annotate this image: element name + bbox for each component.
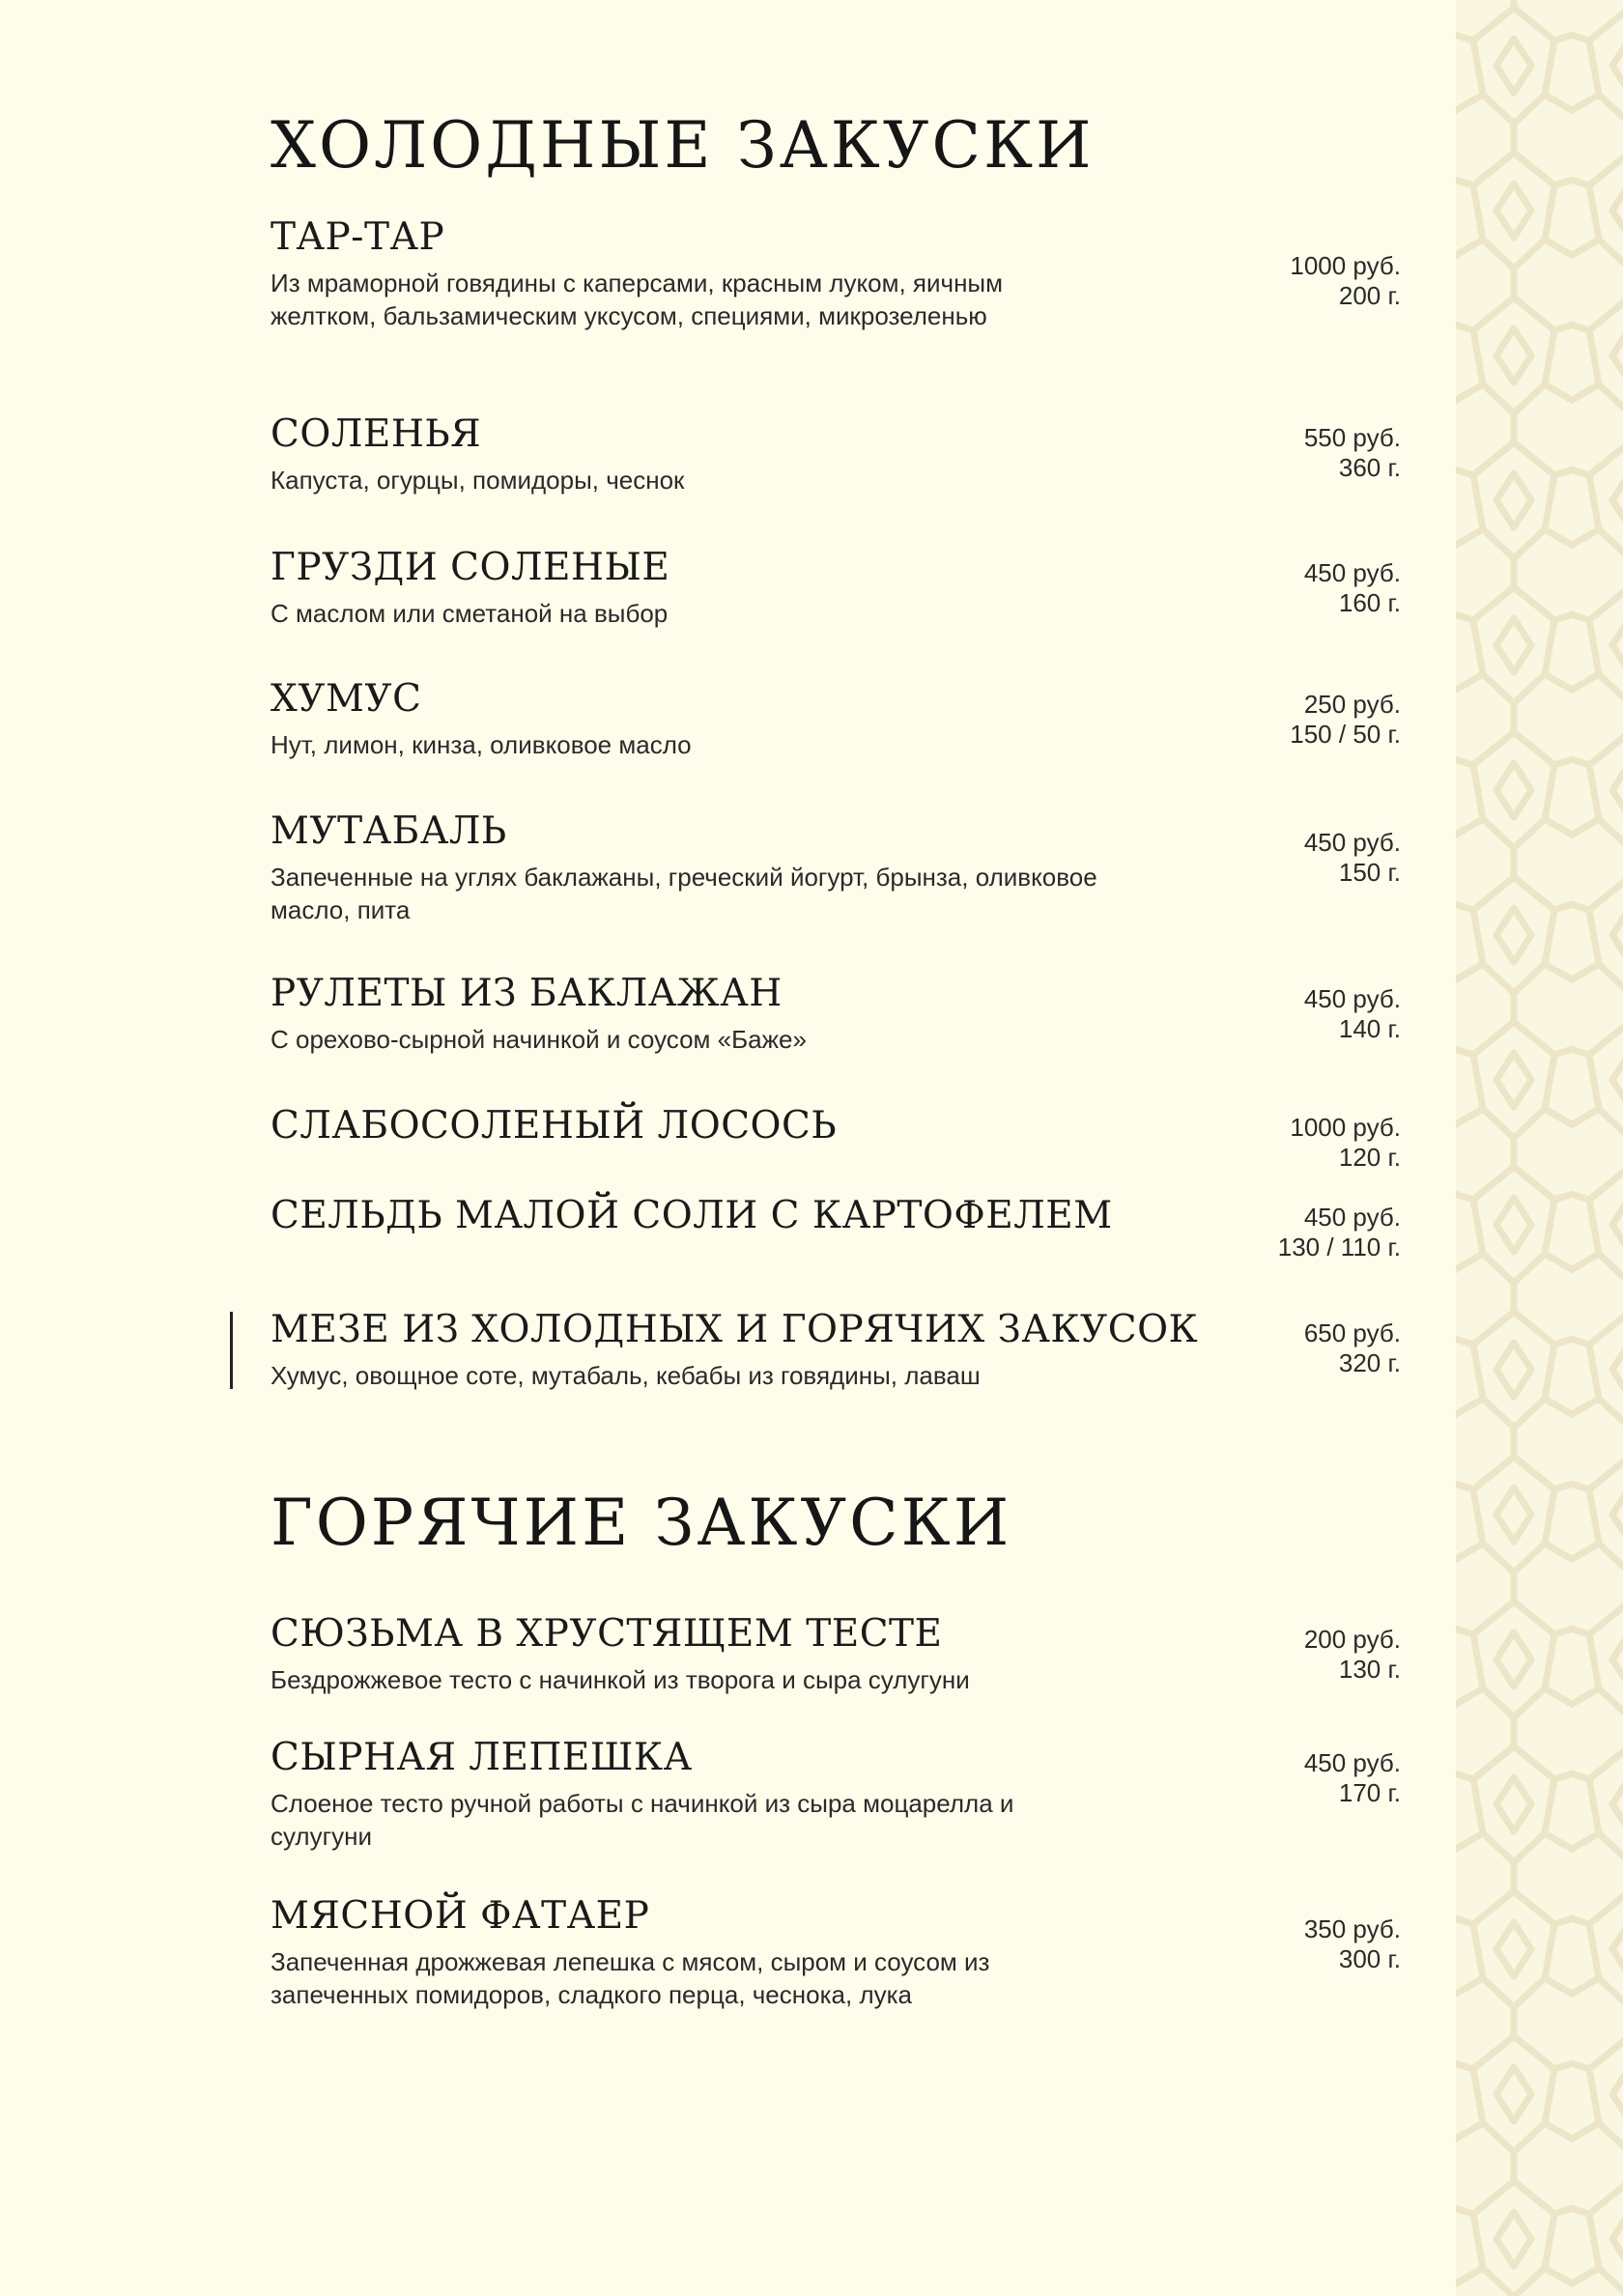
text-cursor-marker — [230, 1312, 233, 1389]
item-price: 200 руб. — [1303, 1625, 1401, 1654]
item-weight: 360 г. — [1338, 453, 1401, 482]
item-name: СОЛЕНЬЯ — [270, 412, 482, 456]
geometric-pattern-icon — [1456, 0, 1623, 2296]
item-weight: 200 г. — [1338, 281, 1401, 310]
item-name: ХУМУС — [270, 677, 422, 721]
item-price-block — [1304, 1914, 1401, 1974]
item-name: МЯСНОЙ ФАТАЕР — [270, 1894, 650, 1938]
item-price: 350 руб. — [1303, 1914, 1401, 1943]
item-weight: 300 г. — [1338, 1944, 1401, 1973]
item-price-block — [1290, 690, 1401, 750]
item-price-block — [1304, 984, 1401, 1044]
item-price: 450 руб. — [1303, 828, 1401, 857]
item-price: 250 руб. — [1303, 690, 1401, 719]
menu-item-mutabal — [270, 808, 1401, 926]
item-name: МЕЗЕ ИЗ ХОЛОДНЫХ И ГОРЯЧИХ ЗАКУСОК — [270, 1308, 1199, 1351]
menu-item-salted-milk-mushrooms — [270, 545, 1401, 630]
item-name: СЕЛЬДЬ МАЛОЙ СОЛИ С КАРТОФЕЛЕМ — [270, 1194, 1113, 1237]
item-price-block — [1304, 828, 1401, 888]
item-price-block — [1290, 251, 1401, 311]
item-price-block — [1304, 1748, 1401, 1808]
item-weight: 320 г. — [1338, 1348, 1401, 1377]
item-price: 450 руб. — [1303, 1203, 1401, 1232]
menu-item-pickles — [270, 411, 1401, 496]
item-weight: 150 г. — [1338, 858, 1401, 887]
item-name: МУТАБАЛЬ — [270, 809, 507, 853]
item-name: ТАР-ТАР — [270, 215, 445, 259]
item-weight: 140 г. — [1338, 1014, 1401, 1043]
item-weight: 120 г. — [1338, 1143, 1401, 1172]
item-price-block — [1304, 423, 1401, 483]
item-description: Нут, лимон, кинза, оливковое масло — [270, 730, 692, 759]
item-description: Запеченная дрожжевая лепешка с мясом, сыром и соусом из запеченных помидоров, сладкого перца, чеснока, лука — [270, 1947, 990, 2009]
item-price: 550 руб. — [1303, 423, 1401, 452]
item-name: РУЛЕТЫ ИЗ БАКЛАЖАН — [270, 972, 783, 1015]
item-name: СЫРНАЯ ЛЕПЕШКА — [270, 1736, 693, 1779]
section-title-hot-appetizers: ГОРЯЧИЕ ЗАКУСКИ — [270, 1486, 1012, 1560]
menu-item-lightly-salted-salmon — [270, 1103, 1401, 1172]
item-weight: 130 г. — [1338, 1655, 1401, 1684]
menu-item-meze — [270, 1307, 1401, 1392]
menu-item-herring-with-potatoes — [270, 1193, 1401, 1261]
menu-item-meat-fatayer — [270, 1893, 1401, 2011]
item-description: С орехово-сырной начинкой и соусом «Баже» — [270, 1025, 807, 1054]
item-price: 450 руб. — [1303, 984, 1401, 1013]
item-price: 1000 руб. — [1290, 1113, 1401, 1142]
item-description: Из мраморной говядины с каперсами, красным луком, яичным желтком, бальзамическим уксусом, специями, микрозеленью — [270, 269, 1003, 330]
item-description: Хумус, овощное соте, мутабаль, кебабы из говядины, лаваш — [270, 1361, 981, 1390]
item-name: СЛАБОСОЛЕНЫЙ ЛОСОСЬ — [270, 1104, 838, 1148]
item-description: Капуста, огурцы, помидоры, чеснок — [270, 466, 685, 495]
item-price-block — [1304, 558, 1401, 618]
menu-item-hummus — [270, 676, 1401, 761]
decorative-pattern-strip — [1456, 0, 1623, 2296]
item-price-block — [1304, 1318, 1401, 1378]
section-title-cold-appetizers: ХОЛОДНЫЕ ЗАКУСКИ — [270, 108, 1095, 183]
item-price-block — [1278, 1203, 1401, 1262]
menu-item-eggplant-rolls — [270, 971, 1401, 1056]
item-price: 650 руб. — [1303, 1318, 1401, 1347]
menu-item-suzma-in-pastry — [270, 1611, 1401, 1696]
item-description: Бездрожжевое тесто с начинкой из творога и сыра сулугуни — [270, 1665, 970, 1694]
item-weight: 160 г. — [1338, 588, 1401, 617]
item-description: Слоеное тесто ручной работы с начинкой из сыра моцарелла и сулугуни — [270, 1789, 1014, 1851]
item-name: ГРУЗДИ СОЛЕНЫЕ — [270, 546, 670, 589]
item-price: 1000 руб. — [1290, 251, 1401, 280]
item-weight: 130 / 110 г. — [1277, 1233, 1401, 1261]
item-description: Запеченные на углях баклажаны, греческий йогурт, брынза, оливковое масло, пита — [270, 863, 1097, 924]
item-name: СЮЗЬМА В ХРУСТЯЩЕМ ТЕСТЕ — [270, 1612, 943, 1656]
item-price: 450 руб. — [1303, 1748, 1401, 1777]
item-description: С маслом или сметаной на выбор — [270, 599, 669, 628]
item-price: 450 руб. — [1303, 558, 1401, 587]
item-price-block — [1304, 1625, 1401, 1685]
item-weight: 170 г. — [1338, 1778, 1401, 1807]
menu-item-cheese-flatbread — [270, 1735, 1401, 1853]
item-price-block — [1290, 1113, 1401, 1173]
item-weight: 150 / 50 г. — [1290, 720, 1401, 749]
menu-item-tartare — [270, 214, 1401, 332]
